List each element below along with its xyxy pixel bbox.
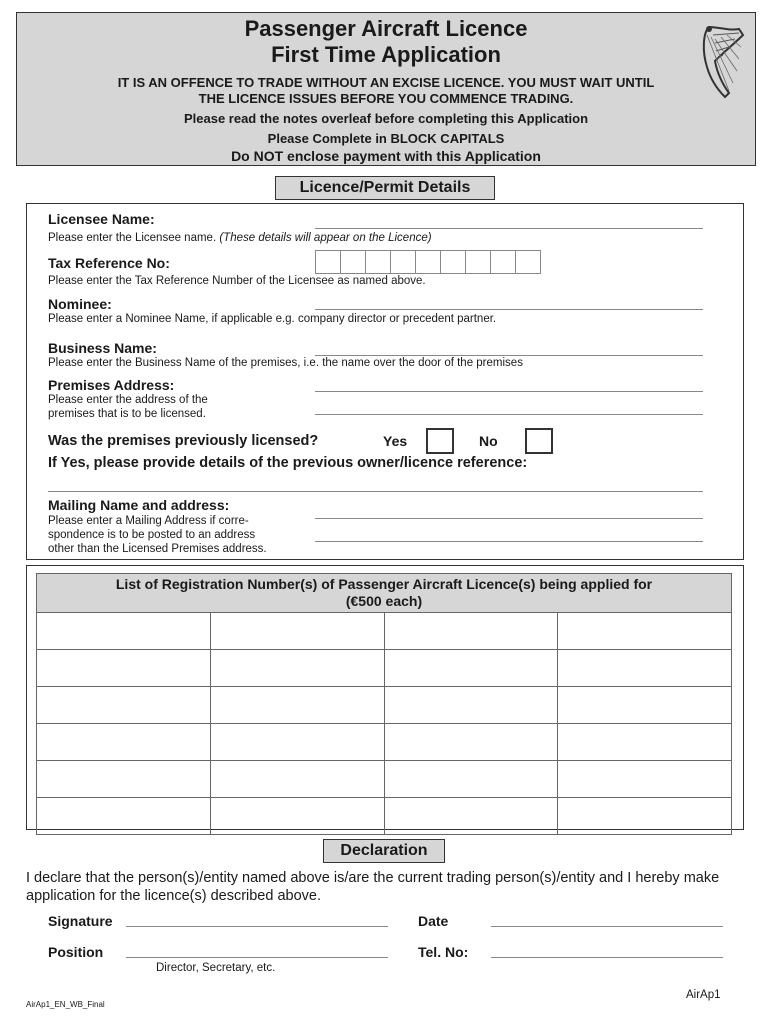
registration-header-line2: (€500 each) [345, 593, 423, 609]
warning-line1: IT IS AN OFFENCE TO TRADE WITHOUT AN EXCISE LICENCE. YOU MUST WAIT UNTIL [117, 75, 655, 90]
position-hint: Director, Secretary, etc. [156, 962, 276, 974]
registration-cell[interactable] [384, 650, 558, 687]
tax-ref-digit-box[interactable] [316, 251, 341, 273]
registration-cell[interactable] [558, 687, 732, 724]
signature-field[interactable] [126, 926, 388, 927]
registration-cell[interactable] [37, 613, 211, 650]
form-title-line2: First Time Application [271, 42, 501, 67]
nominee-label: Nominee: [48, 296, 112, 312]
registration-cell[interactable] [210, 613, 384, 650]
registration-cell[interactable] [37, 761, 211, 798]
details-section-title: Licence/Permit Details [275, 176, 495, 200]
registration-cell[interactable] [558, 650, 732, 687]
header-panel [16, 12, 756, 166]
premises-address-label: Premises Address: [48, 377, 175, 393]
yes-label: Yes [383, 433, 408, 449]
registration-cell[interactable] [37, 724, 211, 761]
mailing-hint-line3: other than the Licensed Premises address. [48, 543, 267, 555]
tel-label: Tel. No: [418, 944, 469, 960]
registration-cell[interactable] [210, 798, 384, 835]
registration-table-header [37, 574, 732, 613]
notes-instruction: Please read the notes overleaf before completing this Application [183, 111, 589, 126]
premises-address-field-line1[interactable] [315, 391, 703, 392]
previous-details-label: If Yes, please provide details of the previous owner/licence reference: [48, 455, 528, 471]
registration-cell[interactable] [210, 761, 384, 798]
table-row [37, 761, 732, 798]
registration-cell[interactable] [384, 687, 558, 724]
harp-icon [699, 21, 747, 101]
registration-cell[interactable] [384, 798, 558, 835]
position-field[interactable] [126, 957, 388, 958]
registration-cell[interactable] [210, 724, 384, 761]
signature-label: Signature [48, 913, 113, 929]
registration-cell[interactable] [210, 687, 384, 724]
registration-cell[interactable] [37, 798, 211, 835]
mailing-label: Mailing Name and address: [48, 497, 230, 513]
nominee-field[interactable] [315, 309, 703, 310]
previously-licensed-label: Was the premises previously licensed? [48, 433, 319, 449]
declaration-section-title: Declaration [323, 839, 445, 863]
no-label: No [479, 433, 498, 449]
tax-ref-digit-box[interactable] [491, 251, 516, 273]
premises-address-hint-line2: premises that is to be licensed. [48, 408, 206, 420]
registration-cell[interactable] [558, 761, 732, 798]
no-checkbox[interactable] [525, 428, 553, 454]
mailing-hint-line1: Please enter a Mailing Address if corre- [48, 515, 249, 527]
mailing-field-line2[interactable] [315, 541, 703, 542]
tel-field[interactable] [491, 957, 723, 958]
premises-address-hint-line1: Please enter the address of the [48, 394, 208, 406]
registration-table [36, 573, 732, 835]
tax-ref-digit-box[interactable] [516, 251, 540, 273]
registration-cell[interactable] [384, 761, 558, 798]
registration-cell[interactable] [558, 724, 732, 761]
premises-address-field-line2[interactable] [315, 414, 703, 415]
licensee-name-label: Licensee Name: [48, 211, 155, 227]
tax-ref-digit-box[interactable] [341, 251, 366, 273]
date-label: Date [418, 913, 449, 929]
registration-cell[interactable] [558, 613, 732, 650]
registration-cell[interactable] [37, 650, 211, 687]
business-name-field[interactable] [315, 355, 703, 356]
file-reference: AirAp1_EN_WB_Final [26, 1000, 105, 1009]
nominee-hint: Please enter a Nominee Name, if applicable e.g. company director or precedent partner. [48, 313, 497, 325]
tax-ref-field[interactable] [315, 250, 541, 274]
block-capitals-instruction: Please Complete in BLOCK CAPITALS [267, 131, 505, 146]
tax-ref-hint: Please enter the Tax Reference Number of the Licensee as named above. [48, 275, 426, 287]
tax-ref-digit-box[interactable] [391, 251, 416, 273]
tax-ref-digit-box[interactable] [441, 251, 466, 273]
registration-cell[interactable] [384, 724, 558, 761]
mailing-field-line1[interactable] [315, 518, 703, 519]
table-row [37, 724, 732, 761]
warning-line2: THE LICENCE ISSUES BEFORE YOU COMMENCE TRADING. [198, 91, 574, 106]
declaration-text: I declare that the person(s)/entity named above is/are the current trading person(s)/entity and I hereby make application for the licence(s) described above. [26, 870, 720, 904]
registration-cell[interactable] [558, 798, 732, 835]
date-field[interactable] [491, 926, 723, 927]
form-title-line1: Passenger Aircraft Licence [244, 16, 528, 41]
no-payment-instruction: Do NOT enclose payment with this Application [231, 148, 541, 164]
business-name-hint: Please enter the Business Name of the premises, i.e. the name over the door of the premises [48, 357, 523, 369]
tax-ref-digit-box[interactable] [366, 251, 391, 273]
registration-cell[interactable] [37, 687, 211, 724]
previous-details-field[interactable] [48, 491, 703, 492]
registration-cell[interactable] [210, 650, 384, 687]
table-row [37, 650, 732, 687]
tax-ref-digit-box[interactable] [416, 251, 441, 273]
tax-ref-digit-box[interactable] [466, 251, 491, 273]
business-name-label: Business Name: [48, 340, 157, 356]
table-row [37, 687, 732, 724]
table-row [37, 613, 732, 650]
registration-cell[interactable] [384, 613, 558, 650]
position-label: Position [48, 944, 104, 960]
table-row [37, 798, 732, 835]
licensee-name-field[interactable] [315, 228, 703, 229]
form-code: AirAp1 [686, 989, 721, 1001]
tax-ref-label: Tax Reference No: [48, 255, 170, 271]
registration-header-line1: List of Registration Number(s) of Passenger Aircraft Licence(s) being applied for [115, 576, 653, 592]
yes-checkbox[interactable] [426, 428, 454, 454]
licensee-name-hint: Please enter the Licensee name. (These details will appear on the Licence) [48, 232, 432, 244]
mailing-hint-line2: spondence is to be posted to an address [48, 529, 256, 541]
